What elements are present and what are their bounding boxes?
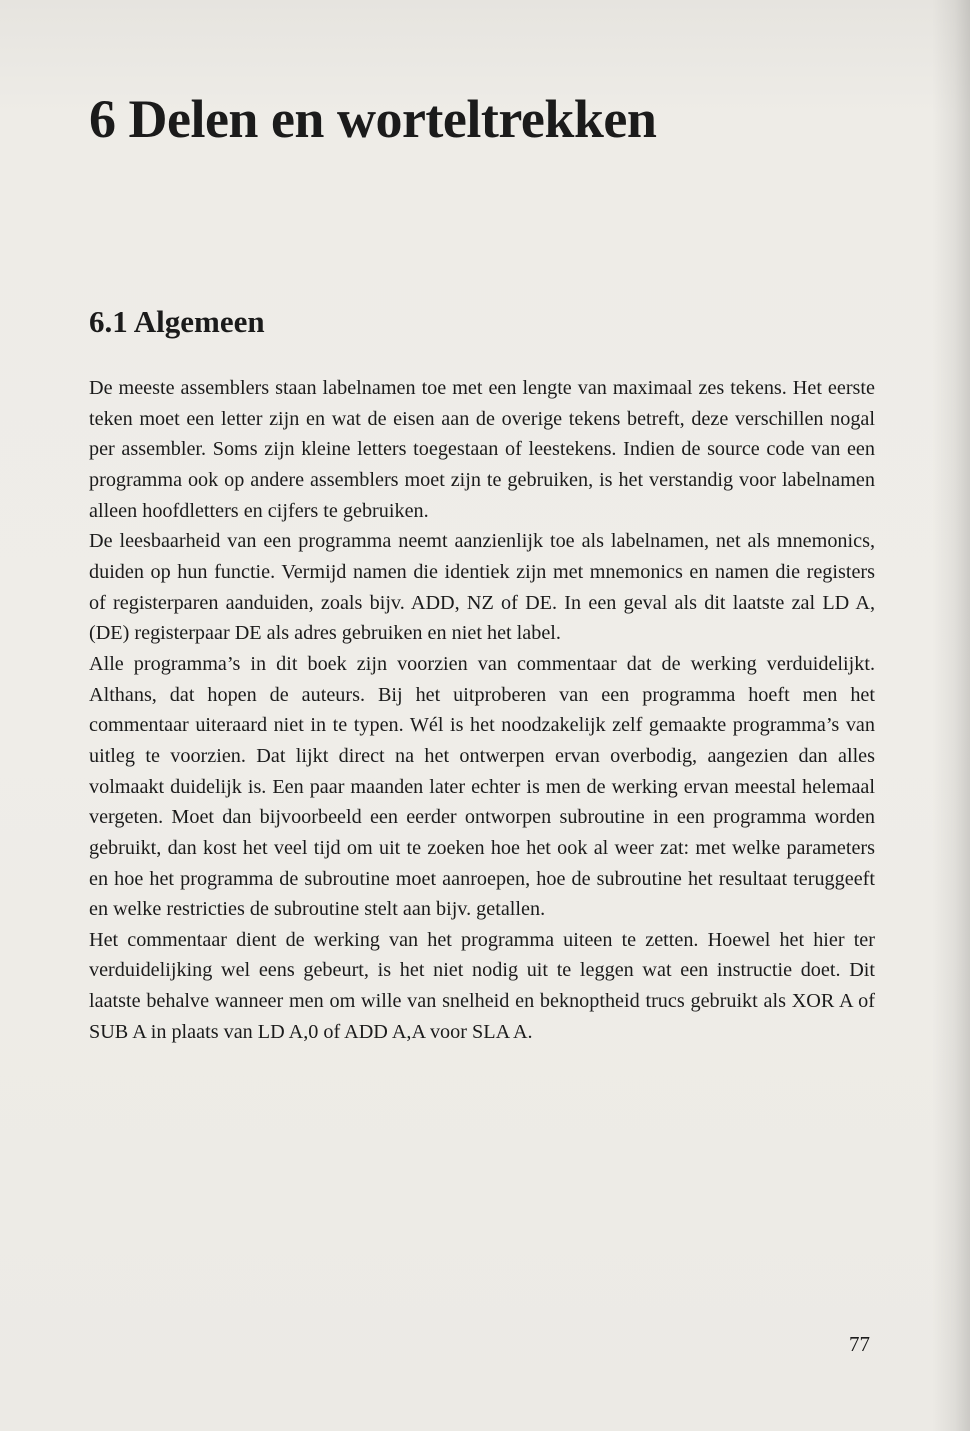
chapter-title: 6 Delen en worteltrekken (89, 89, 657, 149)
paragraph: Het commentaar dient de werking van het programma uiteen te zetten. Hoewel het hier ter verduidelijking wel eens gebeurt, is het niet nodig uit te leggen wat een instructie doet. Dit laatste behalve wanneer men om wille van snelheid en beknoptheid trucs gebruikt als XOR A of SUB A in plaats van LD A,0 of ADD A,A voor SLA A. (89, 928, 875, 1043)
paragraph: Alle programma’s in dit boek zijn voorzien van commentaar dat de werking verduidelijkt. Althans, dat hopen de auteurs. Bij het uitproberen van een programma hoeft men het commentaar uiteraard niet in te typen. Wél is het noodzakelijk zelf gemaakte programma’s van uitleg te voorzien. Dat lijkt direct na het ontwerpen ervan overbodig, aangezien dan alles volmaakt duidelijk is. Een paar maanden later echter is men de werking ervan meestal helemaal vergeten. Moet dan bijvoorbeeld een eerder ontworpen subroutine in een programma worden gebruikt, dan kost het veel tijd om uit te zoeken hoe het ook al weer zat: met welke parameters en hoe het programma de subroutine moet aanroepen, hoe de subroutine het resultaat teruggeeft en welke restricties de subroutine stelt aan bijv. getallen. (89, 652, 875, 921)
paragraph: De leesbaarheid van een programma neemt aanzienlijk toe als labelnamen, net als mnemonics, duiden op hun functie. Vermijd namen die identiek zijn met mnemonics en namen die registers of registerparen aanduiden, zoals bijv. ADD, NZ of DE. In een geval als dit laatste zal LD A,(DE) registerpaar DE als adres gebruiken en niet het label. (89, 530, 875, 645)
section-title: 6.1 Algemeen (89, 304, 265, 339)
paragraph: De meeste assemblers staan labelnamen toe met een lengte van maximaal zes tekens. Het eerste teken moet een letter zijn en wat de eisen aan de overige tekens betreft, deze verschillen nogal per assembler. Soms zijn kleine letters toegestaan of leestekens. Indien de source code van een programma ook op andere assemblers moet zijn te gebruiken, is het verstandig voor labelnamen alleen hoofdletters en cijfers te gebruiken. (89, 377, 875, 522)
body-text (89, 373, 875, 1047)
page-edge-shadow (932, 0, 970, 1431)
page-number: 77 (849, 1332, 870, 1356)
